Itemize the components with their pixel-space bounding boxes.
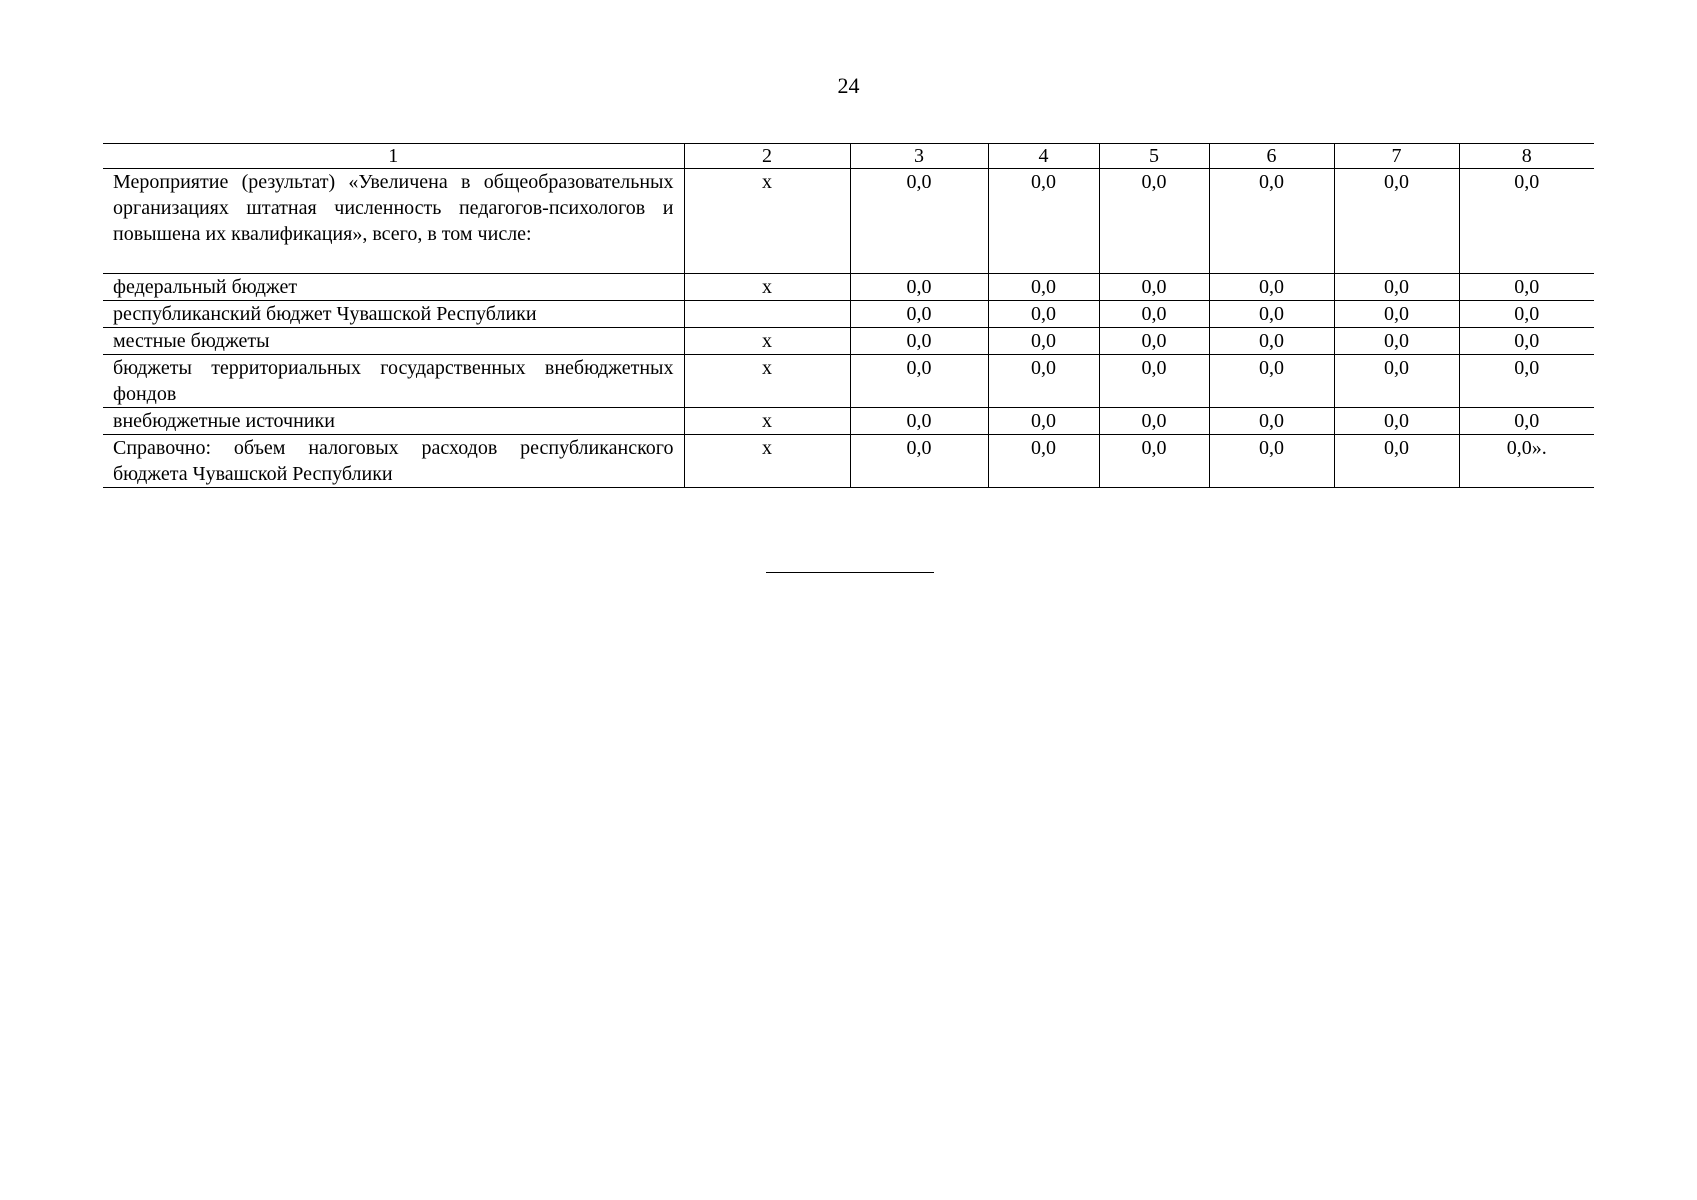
table-cell: 0,0 — [988, 408, 1099, 435]
table-cell — [684, 301, 850, 328]
column-header: 1 — [103, 144, 684, 169]
table-cell: 0,0 — [850, 435, 988, 488]
table-cell: 0,0 — [988, 274, 1099, 301]
column-header: 6 — [1209, 144, 1334, 169]
table-cell: 0,0 — [988, 355, 1099, 408]
row-label: Мероприятие (результат) «Увеличена в общеобразовательных организациях штатная численность педагогов-психологов и повышена их квалификация», всего, в том числе: — [103, 169, 684, 274]
table-cell: x — [684, 355, 850, 408]
table-cell: 0,0 — [1334, 408, 1459, 435]
column-header: 8 — [1459, 144, 1594, 169]
table-cell: 0,0 — [1334, 274, 1459, 301]
table-cell: x — [684, 274, 850, 301]
row-label: Справочно: объем налоговых расходов республиканского бюджета Чувашской Республики — [103, 435, 684, 488]
row-label: бюджеты территориальных государственных внебюджетных фондов — [103, 355, 684, 408]
table-cell: 0,0 — [1099, 408, 1209, 435]
table-cell: 0,0 — [850, 274, 988, 301]
table-cell: 0,0 — [1209, 355, 1334, 408]
table-cell: 0,0 — [988, 328, 1099, 355]
table-row — [103, 274, 1594, 301]
table-cell: 0,0 — [1334, 169, 1459, 274]
table-cell: x — [684, 169, 850, 274]
row-label: федеральный бюджет — [103, 274, 684, 301]
column-header: 4 — [988, 144, 1099, 169]
table-cell: 0,0 — [1099, 274, 1209, 301]
table-cell: 0,0 — [1334, 435, 1459, 488]
table-cell: 0,0». — [1459, 435, 1594, 488]
table-header-row — [103, 144, 1594, 169]
table-cell: 0,0 — [1099, 355, 1209, 408]
table-cell: 0,0 — [1209, 408, 1334, 435]
table-cell: 0,0 — [1459, 355, 1594, 408]
table-cell: 0,0 — [1459, 328, 1594, 355]
table-row — [103, 169, 1594, 274]
table-cell: 0,0 — [850, 408, 988, 435]
table-cell: 0,0 — [1459, 274, 1594, 301]
table-cell: 0,0 — [850, 355, 988, 408]
table-cell: 0,0 — [1209, 328, 1334, 355]
table-cell: x — [684, 328, 850, 355]
table-row — [103, 328, 1594, 355]
table-cell: 0,0 — [1334, 328, 1459, 355]
row-label: местные бюджеты — [103, 328, 684, 355]
table-cell: 0,0 — [1459, 408, 1594, 435]
table-row — [103, 408, 1594, 435]
table-cell: 0,0 — [850, 301, 988, 328]
table-cell: 0,0 — [850, 328, 988, 355]
table-cell: 0,0 — [1209, 169, 1334, 274]
end-of-document-rule — [766, 572, 934, 573]
budget-table — [103, 143, 1594, 488]
table-cell: 0,0 — [1459, 301, 1594, 328]
table-cell: x — [684, 408, 850, 435]
table-row — [103, 301, 1594, 328]
table-cell: x — [684, 435, 850, 488]
page-number: 24 — [837, 73, 860, 98]
table-row — [103, 355, 1594, 408]
row-label: республиканский бюджет Чувашской Республики — [103, 301, 684, 328]
column-header: 5 — [1099, 144, 1209, 169]
table-cell: 0,0 — [1099, 435, 1209, 488]
table-cell: 0,0 — [1209, 435, 1334, 488]
table-cell: 0,0 — [988, 301, 1099, 328]
table-cell: 0,0 — [1209, 301, 1334, 328]
table-cell: 0,0 — [1209, 274, 1334, 301]
table-row — [103, 435, 1594, 488]
table-cell: 0,0 — [850, 169, 988, 274]
table-cell: 0,0 — [988, 169, 1099, 274]
table-cell: 0,0 — [1459, 169, 1594, 274]
table-cell: 0,0 — [1099, 169, 1209, 274]
column-header: 3 — [850, 144, 988, 169]
table-cell: 0,0 — [1099, 301, 1209, 328]
column-header: 7 — [1334, 144, 1459, 169]
row-label: внебюджетные источники — [103, 408, 684, 435]
table-cell: 0,0 — [1334, 355, 1459, 408]
table-cell: 0,0 — [1334, 301, 1459, 328]
table-cell: 0,0 — [1099, 328, 1209, 355]
column-header: 2 — [684, 144, 850, 169]
table-cell: 0,0 — [988, 435, 1099, 488]
